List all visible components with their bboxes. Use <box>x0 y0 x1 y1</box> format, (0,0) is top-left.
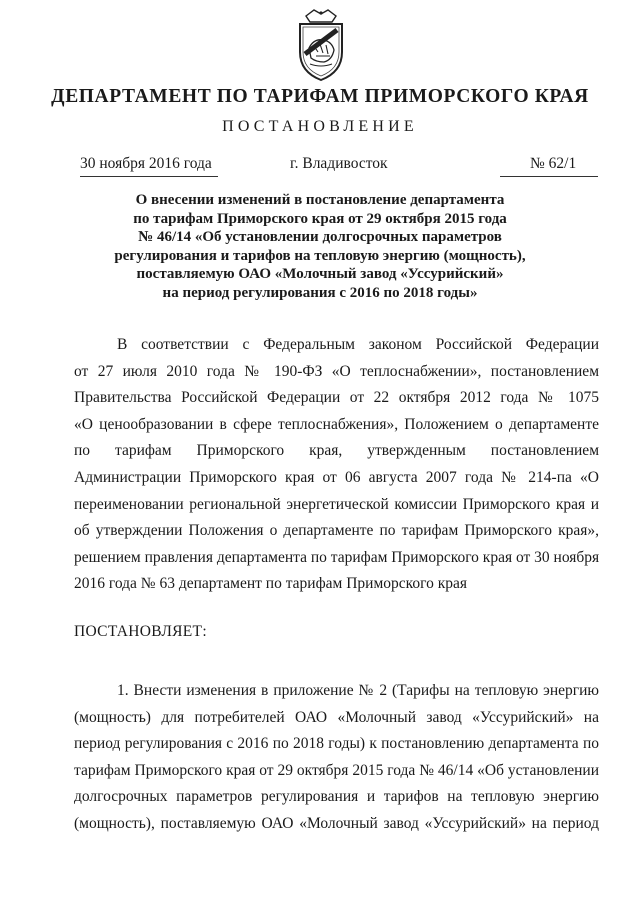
coat-of-arms-icon <box>292 8 350 82</box>
preamble-line: переименовании региональной энергетической комиссии Приморского края и <box>74 495 599 513</box>
preamble-line: В соответствии с Федеральным законом Российской Федерации <box>117 336 599 353</box>
preamble-line: об утверждении Положения о департаменте по тарифам Приморского края», <box>74 522 599 540</box>
item-1-line: период регулирования с 2016 по 2018 годы) к постановлению департамента по <box>74 735 599 753</box>
resolves-heading: ПОСТАНОВЛЯЕТ: <box>74 623 207 640</box>
item-1-line: долгосрочных параметров регулирования и тарифов на тепловую энергию <box>74 788 599 806</box>
preamble-line: решением правления департамента по тарифам Приморского края от 30 ноября <box>74 548 600 566</box>
document-date: 30 ноября 2016 года <box>80 155 212 172</box>
preamble-paragraph <box>74 332 599 598</box>
item-1-line: (мощность), поставляемую ОАО «Молочный завод «Уссурийский» на период <box>74 814 599 832</box>
subject-line: поставляемую ОАО «Молочный завод «Уссурийский» <box>136 266 504 282</box>
item-1-paragraph <box>74 678 599 838</box>
document-type: ПОСТАНОВЛЕНИЕ <box>222 118 418 135</box>
document-subject <box>60 191 580 302</box>
document-number: № 62/1 <box>530 155 577 172</box>
subject-line: по тарифам Приморского края от 29 октября 2015 года <box>133 210 507 227</box>
subject-line: на период регулирования с 2016 по 2018 годы» <box>162 284 478 301</box>
subject-line: № 46/14 «Об установлении долгосрочных параметров <box>138 229 502 245</box>
preamble-line: по тарифам Приморского края, утвержденным постановлением <box>74 442 599 460</box>
department-title: ДЕПАРТАМЕНТ ПО ТАРИФАМ ПРИМОРСКОГО КРАЯ <box>51 86 589 107</box>
item-1-line: тарифам Приморского края от 29 октября 2015 года № 46/14 «Об установлении <box>74 761 599 779</box>
preamble-line: «О ценообразовании в сфере теплоснабжения», Положением о департаменте <box>74 415 599 433</box>
subject-line: регулирования и тарифов на тепловую энергию (мощность), <box>114 247 526 264</box>
item-1-line: 1. Внести изменения в приложение № 2 (Тарифы на тепловую энергию <box>117 682 599 699</box>
preamble-line: 2016 года № 63 департамент по тарифам Приморского края <box>74 575 468 593</box>
item-1-line: (мощность) для потребителей ОАО «Молочный завод «Уссурийский» на <box>74 708 599 726</box>
preamble-line: от 27 июля 2010 года № 190-ФЗ «О теплоснабжении», постановлением <box>74 362 599 380</box>
preamble-line: Правительства Российской Федерации от 22 октября 2012 года № 1075 <box>74 389 599 407</box>
document-city: г. Владивосток <box>290 155 388 172</box>
preamble-line: Администрации Приморского края от 06 августа 2007 года № 214-па «О <box>74 468 599 486</box>
date-underline <box>80 176 218 177</box>
number-underline <box>500 176 598 177</box>
subject-line: О внесении изменений в постановление департамента <box>135 192 505 208</box>
